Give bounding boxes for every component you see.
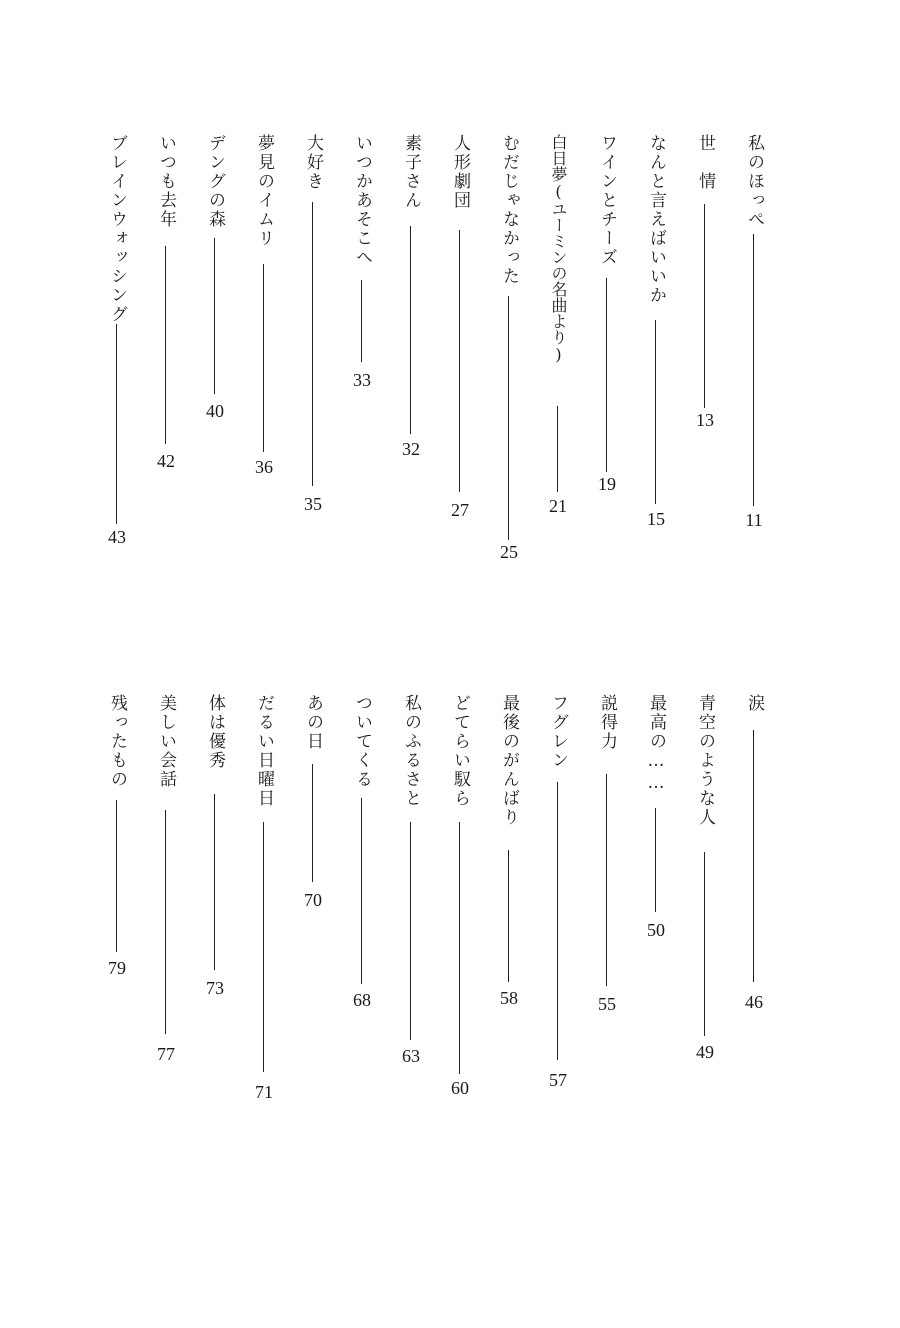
entry-title: だるい日曜日 <box>254 694 274 808</box>
leader-line <box>557 406 558 492</box>
page-number: 42 <box>157 451 175 471</box>
leader-line <box>263 822 264 1072</box>
leader-line <box>459 822 460 1074</box>
page-number: 63 <box>402 1046 420 1066</box>
leader-line <box>508 850 509 982</box>
entry-title: デングの森 <box>205 134 225 229</box>
page-number: 40 <box>206 401 224 421</box>
entry-title: 最高の…… <box>646 694 666 795</box>
page-number: 32 <box>402 439 420 459</box>
entry-title: 残ったもの <box>107 694 127 789</box>
page-number: 71 <box>255 1082 273 1102</box>
page-number: 50 <box>647 920 665 940</box>
page-number: 73 <box>206 978 224 998</box>
page-number: 55 <box>598 994 616 1014</box>
entry-title: 人形劇団 <box>450 134 470 210</box>
page-number: 79 <box>108 958 126 978</box>
entry-title: 体は優秀 <box>205 694 225 770</box>
leader-line <box>753 234 754 506</box>
leader-line <box>655 808 656 912</box>
entry-title: どてらい馭ら <box>450 694 470 808</box>
entry-title: いつかあそこへ <box>352 134 372 267</box>
page-number: 15 <box>647 509 665 529</box>
page-number: 13 <box>696 410 714 430</box>
leader-line <box>116 800 117 952</box>
leader-line <box>361 280 362 362</box>
entry-title: ブレインウォッシング <box>107 134 127 324</box>
page-number: 46 <box>745 992 763 1012</box>
page-number: 60 <box>451 1078 469 1098</box>
leader-line <box>410 822 411 1040</box>
entry-title: 大好き <box>303 134 323 191</box>
entry-title: 青空のような人 <box>695 694 715 827</box>
entry-title: ついてくる <box>352 694 372 789</box>
leader-line <box>557 782 558 1060</box>
leader-line <box>508 296 509 540</box>
leader-line <box>312 764 313 882</box>
leader-line <box>165 246 166 444</box>
entry-title: あの日 <box>303 694 323 751</box>
leader-line <box>410 226 411 434</box>
leader-line <box>214 238 215 394</box>
page-number: 70 <box>304 890 322 910</box>
leader-line <box>116 324 117 524</box>
page-number: 57 <box>549 1070 567 1090</box>
leader-line <box>704 852 705 1036</box>
leader-line <box>312 202 313 486</box>
entry-title: 私のふるさと <box>401 694 421 808</box>
entry-title: いつも去年 <box>156 134 176 229</box>
leader-line <box>606 774 607 986</box>
entry-title: なんと言えばいいか <box>646 134 666 305</box>
page-number: 36 <box>255 457 273 477</box>
entry-title: 白日夢(ユーミンの名曲より) <box>549 134 568 364</box>
page-number: 21 <box>549 496 567 516</box>
page-number: 19 <box>598 474 616 494</box>
page-number: 11 <box>745 510 763 530</box>
leader-line <box>704 204 705 408</box>
entry-title: 素子さん <box>401 134 421 210</box>
entry-title: 美しい会話 <box>156 694 176 789</box>
entry-title: 最後のがんばり <box>499 694 519 827</box>
page-number: 49 <box>696 1042 714 1062</box>
entry-title: フグレン <box>548 694 568 770</box>
entry-title: 説得力 <box>597 694 617 751</box>
entry-title: むだじゃなかった <box>499 134 519 286</box>
leader-line <box>361 798 362 984</box>
leader-line <box>165 810 166 1034</box>
page-number: 27 <box>451 500 469 520</box>
leader-line <box>263 264 264 452</box>
leader-line <box>606 278 607 472</box>
page-number: 43 <box>108 527 126 547</box>
leader-line <box>214 794 215 970</box>
entry-title: ワインとチーズ <box>597 134 617 267</box>
page-number: 33 <box>353 370 371 390</box>
page-number: 35 <box>304 494 322 514</box>
entry-title: 涙 <box>744 694 764 713</box>
entry-title: 世 情 <box>695 134 715 191</box>
leader-line <box>753 730 754 982</box>
page-number: 58 <box>500 988 518 1008</box>
page-number: 77 <box>157 1044 175 1064</box>
page-number: 25 <box>500 542 518 562</box>
page-number: 68 <box>353 990 371 1010</box>
leader-line <box>655 320 656 504</box>
entry-title: 私のほっぺ <box>744 134 764 229</box>
leader-line <box>459 230 460 492</box>
entry-title: 夢見のイムリ <box>254 134 274 248</box>
